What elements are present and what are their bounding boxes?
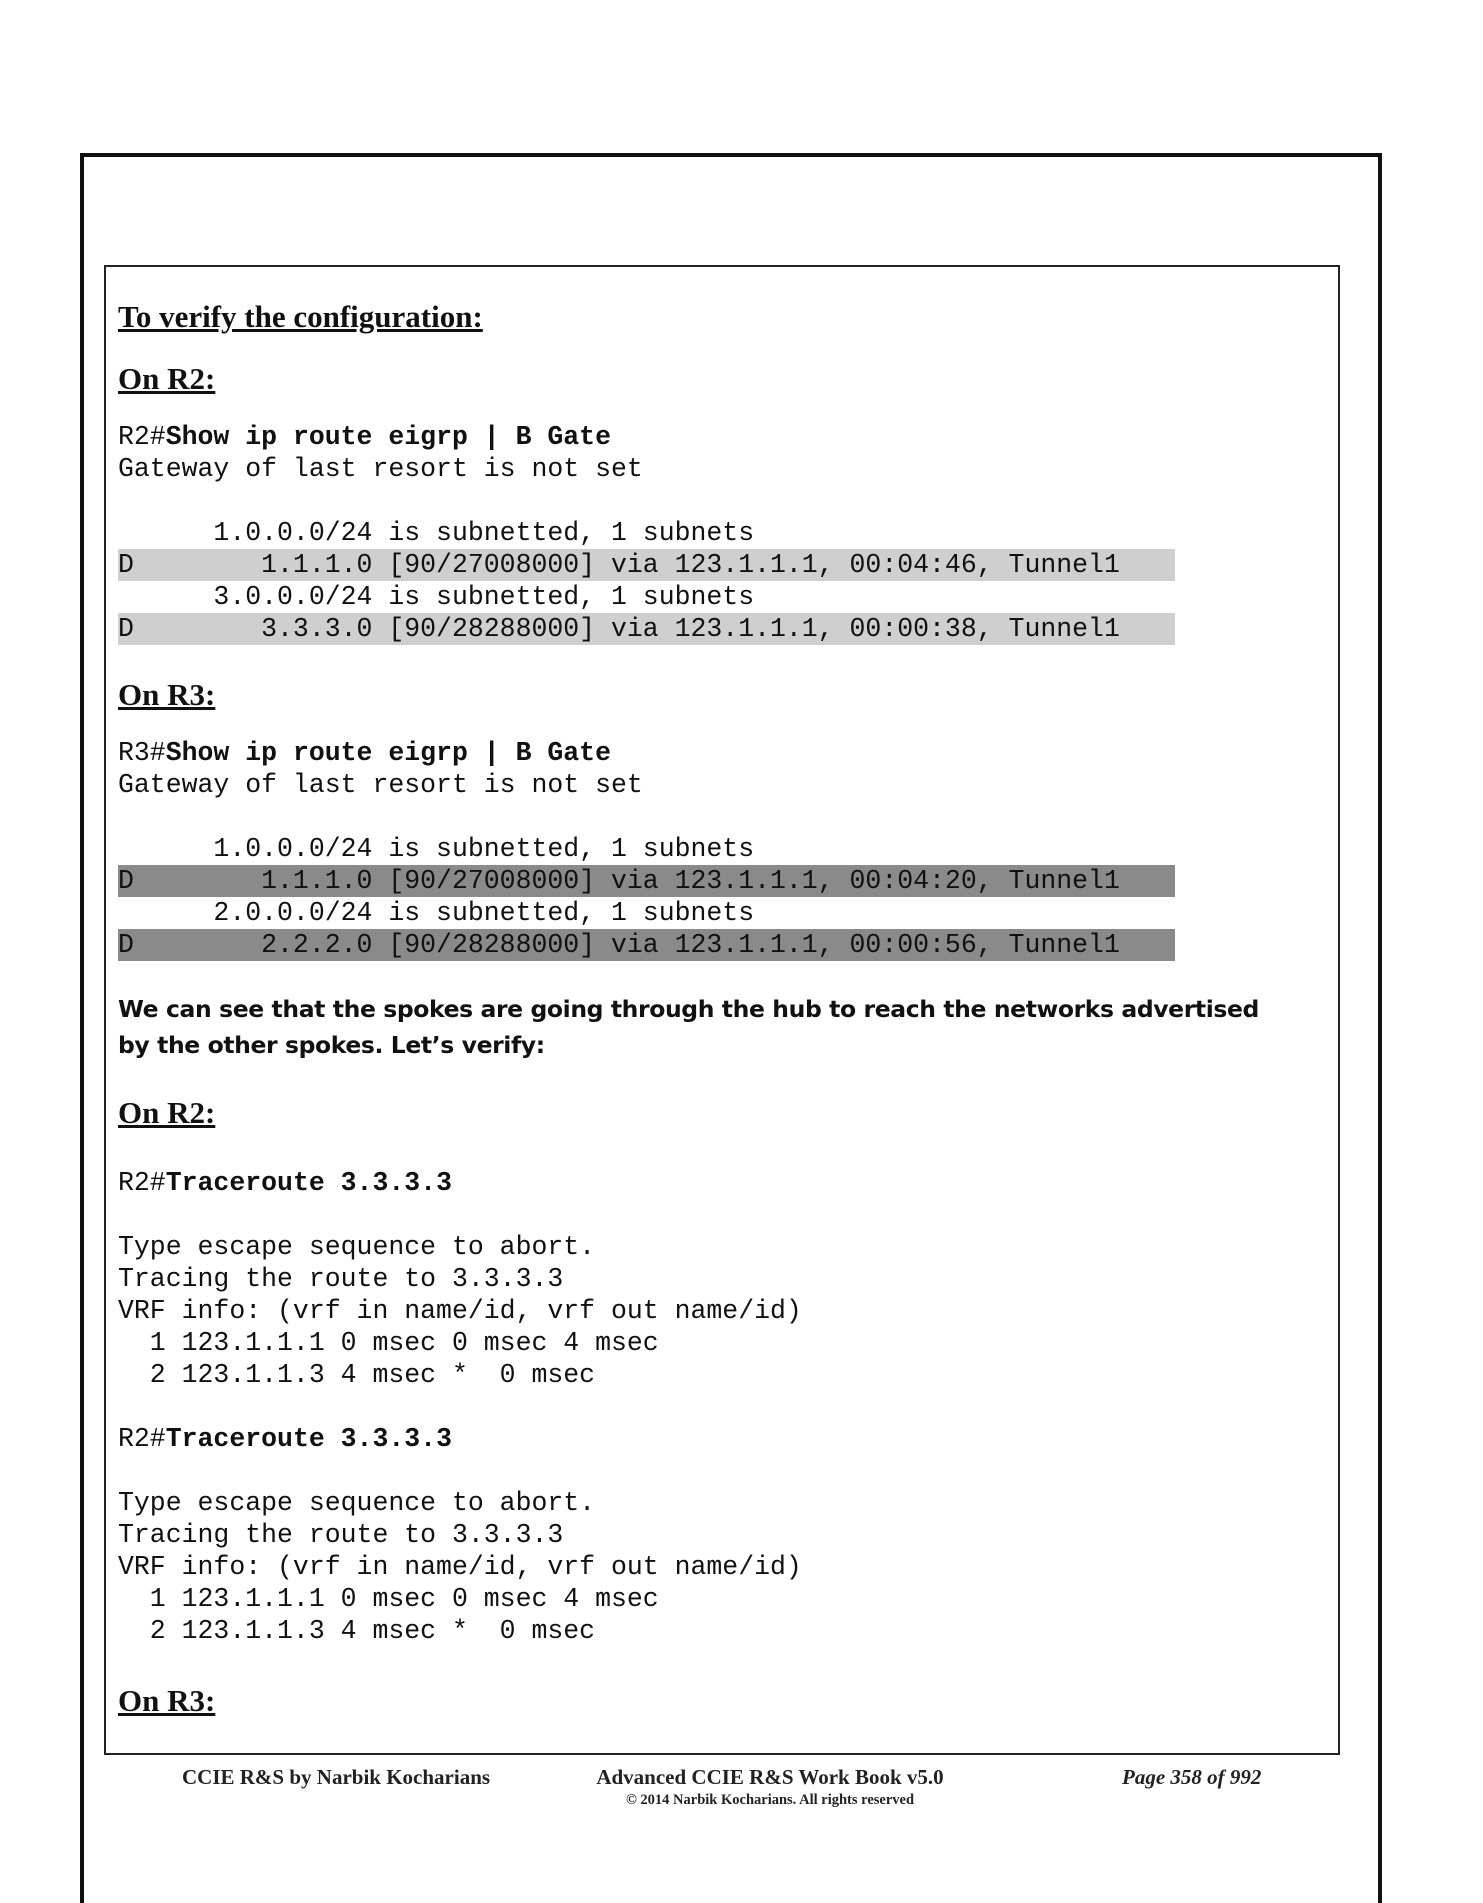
output-line: VRF info: (vrf in name/id, vrf out name/id) <box>118 1296 802 1326</box>
traceroute-output-1 <box>118 1167 1326 1391</box>
output-line: 3.0.0.0/24 is subnetted, 1 subnets <box>118 582 755 612</box>
footer-copyright: © 2014 Narbik Kocharians. All rights reserved <box>625 1792 915 1808</box>
heading-on-r3: On R3: <box>118 677 216 712</box>
heading-on-r3-trace: On R3: <box>118 1683 216 1718</box>
output-line: VRF info: (vrf in name/id, vrf out name/id) <box>118 1552 802 1582</box>
r3-route-output <box>118 737 1326 961</box>
output-line: 2.0.0.0/24 is subnetted, 1 subnets <box>118 898 755 928</box>
output-line: Gateway of last resort is not set <box>118 454 643 484</box>
footer-book-title: Advanced CCIE R&S Work Book v5.0 <box>596 1765 944 1789</box>
command-line <box>118 737 1326 769</box>
output-line: Gateway of last resort is not set <box>118 770 643 800</box>
output-line <box>118 485 1326 517</box>
page-footer <box>0 1765 1483 1825</box>
output-line: Tracing the route to 3.3.3.3 <box>118 1520 564 1550</box>
output-line: 1 123.1.1.1 0 msec 0 msec 4 msec <box>118 1328 659 1358</box>
content-box <box>104 265 1340 1755</box>
heading-verify: To verify the configuration: <box>118 299 483 334</box>
prompt: R2# <box>118 1168 166 1198</box>
footer-book-info <box>570 1765 970 1809</box>
output-line: 1 123.1.1.1 0 msec 0 msec 4 msec <box>118 1584 659 1614</box>
r2-route-output <box>118 421 1326 645</box>
output-line: 1.0.0.0/24 is subnetted, 1 subnets <box>118 518 755 548</box>
command: Show ip route eigrp | B Gate <box>165 422 611 452</box>
output-line: Type escape sequence to abort. <box>118 1232 596 1262</box>
command-line <box>118 1167 1326 1199</box>
footer-author: CCIE R&S by Narbik Kocharians <box>182 1765 491 1789</box>
route-line-highlighted: D 1.1.1.0 [90/27008000] via 123.1.1.1, 00:04:46, Tunnel1 <box>118 549 1175 581</box>
output-line <box>118 801 1326 833</box>
prompt: R3# <box>118 738 166 768</box>
heading-on-r2-trace: On R2: <box>118 1095 216 1130</box>
command: Show ip route eigrp | B Gate <box>165 738 611 768</box>
route-line-highlighted: D 1.1.1.0 [90/27008000] via 123.1.1.1, 00:04:20, Tunnel1 <box>118 865 1175 897</box>
output-line: Tracing the route to 3.3.3.3 <box>118 1264 564 1294</box>
output-line: Type escape sequence to abort. <box>118 1488 596 1518</box>
prompt: R2# <box>118 422 166 452</box>
command-line <box>118 1423 1326 1455</box>
note-paragraph: We can see that the spokes are going through the hub to reach the networks advertised by the other spokes. Let’s verify: <box>118 995 1259 1059</box>
command: Traceroute 3.3.3.3 <box>165 1168 452 1198</box>
output-line: 2 123.1.1.3 4 msec * 0 msec <box>118 1616 596 1646</box>
route-line-highlighted: D 3.3.3.0 [90/28288000] via 123.1.1.1, 00:00:38, Tunnel1 <box>118 613 1175 645</box>
heading-on-r2: On R2: <box>118 361 216 396</box>
command: Traceroute 3.3.3.3 <box>165 1424 452 1454</box>
footer-page-number: Page 358 of 992 <box>1122 1765 1262 1789</box>
output-line: 1.0.0.0/24 is subnetted, 1 subnets <box>118 834 755 864</box>
traceroute-output-2 <box>118 1423 1326 1647</box>
route-line-highlighted: D 2.2.2.0 [90/28288000] via 123.1.1.1, 00:00:56, Tunnel1 <box>118 929 1175 961</box>
prompt: R2# <box>118 1424 166 1454</box>
output-line: 2 123.1.1.3 4 msec * 0 msec <box>118 1360 596 1390</box>
command-line <box>118 421 1326 453</box>
